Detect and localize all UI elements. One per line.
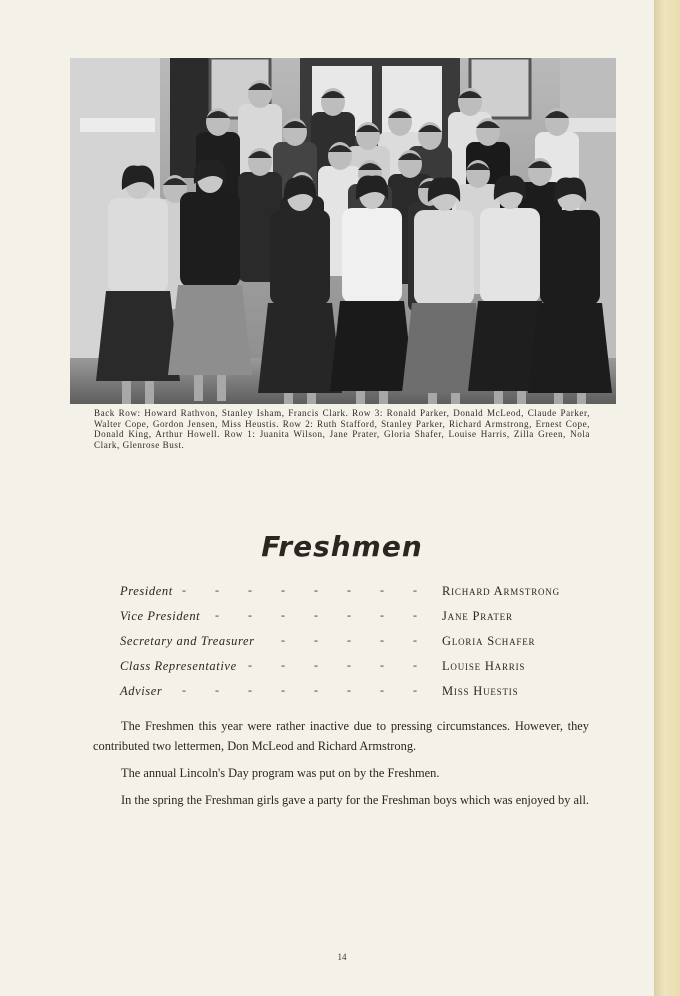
officer-row xyxy=(120,681,590,706)
student-leg xyxy=(379,391,388,404)
summary-paragraph: The annual Lincoln's Day program was put on by the Freshmen. xyxy=(121,766,440,780)
office-title: President xyxy=(120,584,173,598)
photo-caption: Back Row: Howard Rathvon, Stanley Isham, Francis Clark. Row 3: Ronald Parker, Donald McLeod, Claude Parker, Walter Cope, Gordon Jensen, Miss Heustis. Row 2: Ruth Stafford, Stanley Parker, Richard Armstrong, Ernest Cope, Donald King, Arthur Howell. Row 1: Juanita Wilson, Jane Prater, Gloria Shafer, Louise Harris, Zilla Green, Nola Clark, Glenrose Bust. xyxy=(94,408,590,450)
photo-image xyxy=(70,58,616,404)
student-leg xyxy=(494,391,503,404)
student-leg xyxy=(217,375,226,401)
student-leg xyxy=(194,375,203,401)
page-number: 14 xyxy=(337,952,347,962)
class-group-photo xyxy=(70,58,616,404)
officer-list xyxy=(120,581,590,706)
student-leg xyxy=(145,381,154,404)
office-title: Adviser xyxy=(120,684,163,698)
class-summary xyxy=(93,716,589,817)
dot-leader: - - - - - xyxy=(281,633,430,647)
office-holder: Louise Harris xyxy=(442,659,526,673)
student-top xyxy=(180,192,240,287)
dot-leader: - - - - - - - - xyxy=(182,583,430,597)
office-title: Secretary and Treasurer xyxy=(120,634,255,648)
summary-paragraph: In the spring the Freshman girls gave a party for the Freshman boys which was enjoyed by all. xyxy=(121,793,589,807)
student-top xyxy=(108,198,168,293)
page-title: Freshmen xyxy=(261,530,423,563)
student-leg xyxy=(451,393,460,404)
officer-row xyxy=(120,606,590,631)
student-leg xyxy=(356,391,365,404)
student-leg xyxy=(122,381,131,404)
dot-leader: - - - - - - - - xyxy=(182,683,430,697)
student-leg xyxy=(307,393,316,404)
officer-row xyxy=(120,631,590,656)
student-skirt xyxy=(168,285,252,375)
next-page-edge xyxy=(654,0,680,996)
dot-leader: - - - - - - xyxy=(248,658,430,672)
summary-paragraph: The Freshmen this year were rather inactive due to pressing circumstances. However, they contributed two lettermen, Don McLeod and Richard Armstrong. xyxy=(93,719,589,753)
student-top xyxy=(540,210,600,305)
left-pillar-ledge xyxy=(80,118,155,132)
right-pillar-ledge xyxy=(566,118,616,132)
student-leg xyxy=(554,393,563,404)
student-skirt xyxy=(258,303,342,393)
officer-row xyxy=(120,581,590,606)
office-holder: Richard Armstrong xyxy=(442,584,560,598)
office-holder: Gloria Schafer xyxy=(442,634,536,648)
student-skirt xyxy=(96,291,180,381)
office-holder: Miss Huestis xyxy=(442,684,519,698)
student-leg xyxy=(428,393,437,404)
student-leg xyxy=(577,393,586,404)
student-top xyxy=(270,210,330,305)
student-skirt xyxy=(330,301,414,391)
office-title: Class Representative xyxy=(120,659,237,673)
dot-leader: - - - - - - - xyxy=(215,608,430,622)
student-top xyxy=(414,210,474,305)
student-skirt xyxy=(528,303,612,393)
office-holder: Jane Prater xyxy=(442,609,513,623)
student-top xyxy=(342,208,402,303)
student-top xyxy=(480,208,540,303)
officer-row xyxy=(120,656,590,681)
student-leg xyxy=(517,391,526,404)
office-title: Vice President xyxy=(120,609,201,623)
student-leg xyxy=(284,393,293,404)
